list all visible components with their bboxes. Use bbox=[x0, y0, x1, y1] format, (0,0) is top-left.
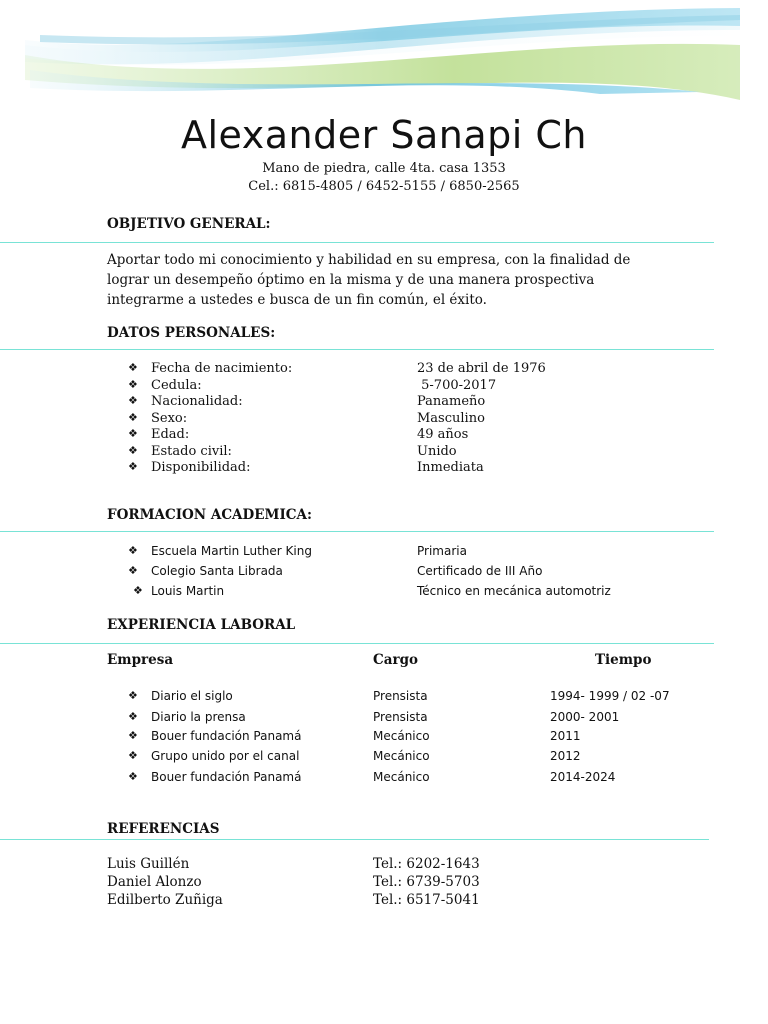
wave-banner bbox=[0, 0, 768, 110]
diamond-bullet-icon: ❖ bbox=[133, 584, 143, 597]
diamond-bullet-icon: ❖ bbox=[128, 377, 138, 391]
reference-phone: Tel.: 6517-5041 bbox=[373, 892, 480, 908]
column-header-empresa: Empresa bbox=[107, 652, 174, 668]
candidate-name: Alexander Sanapi Ch bbox=[181, 113, 587, 157]
diamond-bullet-icon: ❖ bbox=[128, 394, 138, 407]
diamond-bullet-icon: ❖ bbox=[128, 443, 138, 457]
address: Mano de piedra, calle 4ta. casa 1353 bbox=[262, 161, 506, 176]
diamond-bullet-icon: ❖ bbox=[128, 689, 138, 702]
diamond-bullet-icon: ❖ bbox=[128, 769, 138, 783]
diamond-bullet-icon: ❖ bbox=[128, 361, 138, 374]
divider bbox=[0, 349, 714, 350]
diamond-bullet-icon: ❖ bbox=[128, 460, 138, 473]
diamond-bullet-icon: ❖ bbox=[128, 749, 138, 762]
reference-name: Luis Guillén bbox=[107, 856, 190, 872]
phone-numbers: Cel.: 6815-4805 / 6452-5155 / 6850-2565 bbox=[248, 179, 520, 194]
divider bbox=[0, 531, 714, 532]
diamond-bullet-icon: ❖ bbox=[128, 729, 138, 742]
divider bbox=[0, 643, 714, 644]
diamond-bullet-icon: ❖ bbox=[128, 564, 138, 577]
heading-experiencia-laboral: EXPERIENCIA LABORAL bbox=[107, 617, 296, 633]
heading-referencias: REFERENCIAS bbox=[107, 821, 220, 837]
heading-objetivo: OBJETIVO GENERAL: bbox=[107, 216, 271, 232]
column-header-cargo: Cargo bbox=[373, 652, 419, 668]
diamond-bullet-icon: ❖ bbox=[128, 709, 138, 723]
reference-name: Daniel Alonzo bbox=[107, 874, 202, 890]
diamond-bullet-icon: ❖ bbox=[128, 410, 138, 424]
heading-formacion-academica: FORMACION ACADEMICA: bbox=[107, 507, 312, 523]
diamond-bullet-icon: ❖ bbox=[128, 427, 138, 440]
reference-phone: Tel.: 6739-5703 bbox=[373, 874, 480, 890]
reference-name: Edilberto Zuñiga bbox=[107, 892, 223, 908]
reference-phone: Tel.: 6202-1643 bbox=[373, 856, 480, 872]
divider bbox=[0, 242, 714, 243]
divider bbox=[0, 839, 709, 840]
objetivo-text: Aportar todo mi conocimiento y habilidad en su empresa, con la finalidad de lograr un desempeño óptimo en la misma y de una manera prospectiva integrarme a ustedes e busca de un fin común, el éxito. bbox=[107, 252, 631, 308]
diamond-bullet-icon: ❖ bbox=[128, 544, 138, 557]
column-header-tiempo: Tiempo bbox=[595, 652, 652, 668]
heading-datos-personales: DATOS PERSONALES: bbox=[107, 325, 276, 341]
